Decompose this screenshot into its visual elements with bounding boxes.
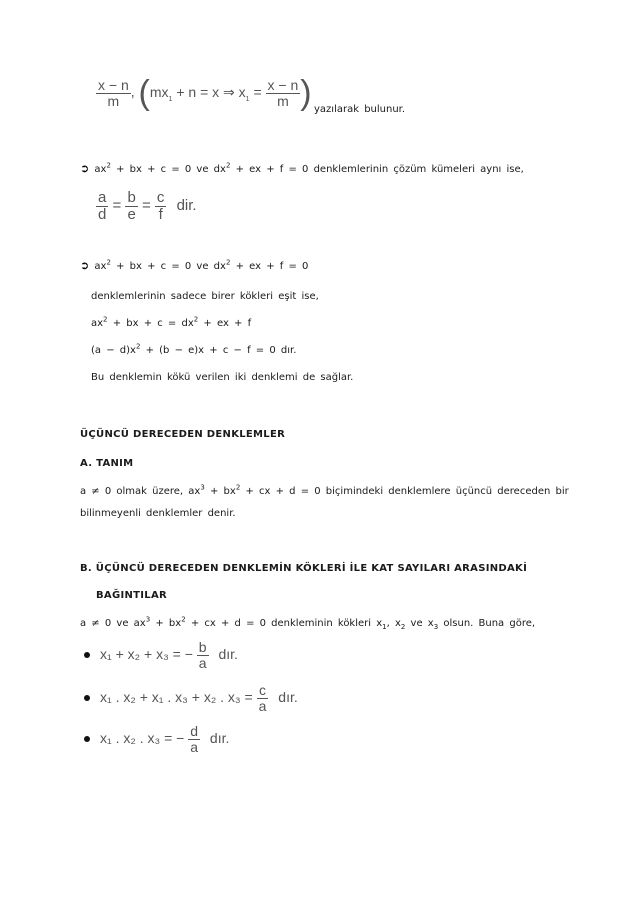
inner-expression: $mx_1 + n = x$ ⇒ $x_1$ =: [149, 83, 266, 103]
section-a-line-1: a ≠ 0 olmak üzere, $ax^3 + bx^2$ + cx + d = 0 biçimindeki denklemlere üçüncü dereceden bir: [80, 483, 569, 497]
arrow-bullet-icon: ➲: [80, 162, 90, 175]
left-paren: (: [138, 74, 150, 112]
section-title: ÜÇÜNCÜ DERECEDEN DENKLEMLER: [80, 429, 286, 440]
fraction-x-minus-n-over-m-2: $\frac{x - n}{m}$: [267, 76, 299, 109]
arrow-bullet-icon: ➲: [80, 259, 90, 272]
top-formula-caption: yazılarak bulunur.: [314, 104, 406, 115]
line-root-statement: Bu denklemin kökü verilen iki denklemi de sağlar.: [91, 372, 354, 383]
ratio-formula: $\frac{a}{d}$ = $\frac{b}{e}$ = $\frac{c}{f}$ dir.: [98, 189, 197, 223]
line-equal-equation: $ax^2$ + bx + $c = dx^2$ + ex + f: [91, 315, 252, 329]
bullet-dot-icon: [84, 736, 90, 742]
relation-product: x₁ . x₂ . x₃ = − $\frac{d}{a}$ dır.: [84, 724, 229, 754]
relation-pair-products: x₁ . x₂ + x₁ . x₃ + x₂ . x₃ = $\frac{c}{a}$ dır.: [84, 683, 298, 713]
bullet-line-2: ➲ $ax^2$ + bx + c = 0 ve $dx^2$ + ex + f = 0: [80, 258, 309, 272]
fraction-x-minus-n-over-m: $\frac{x - n}{m}$: [98, 76, 129, 109]
bullet-dot-icon: [84, 652, 90, 658]
section-a-title: A. TANIM: [80, 458, 134, 469]
line-denklemlerinin: denklemlerinin sadece birer kökleri eşit ise,: [91, 291, 319, 302]
right-paren: ): [300, 74, 312, 112]
section-a-line-2: bilinmeyenli denklemler denir.: [80, 508, 236, 519]
section-b-line-1: a ≠ 0 ve $ax^3 + bx^2$ + cx + d = 0 denkleminin kökleri $x_1$, $x_2$ ve $x_3$ olsun. Buna göre,: [80, 615, 536, 631]
bullet-dot-icon: [84, 695, 90, 701]
relation-sum: x₁ + x₂ + x₃ = − $\frac{b}{a}$ dır.: [84, 640, 238, 670]
section-b-title-cont: BAĞINTILAR: [96, 590, 168, 601]
section-b-title: B. ÜÇÜNCÜ DERECEDEN DENKLEMİN KÖKLERİ İLE KAT SAYILARI ARASINDAKİ: [80, 563, 528, 574]
top-formula: $\frac{x - n}{m}$ , ($mx_1 + n = x$ ⇒ $x_1$ = $\frac{x - n}{m}$ ): [98, 74, 312, 112]
line-difference-equation: $(a - d)x^2 + (b - e)x + c - f = 0$ dır.: [91, 342, 297, 356]
bullet-line-1: ➲ $ax^2$ + bx + c = 0 ve $dx^2$ + ex + f = 0 denklemlerinin çözüm kümeleri aynı ise,: [80, 161, 524, 175]
